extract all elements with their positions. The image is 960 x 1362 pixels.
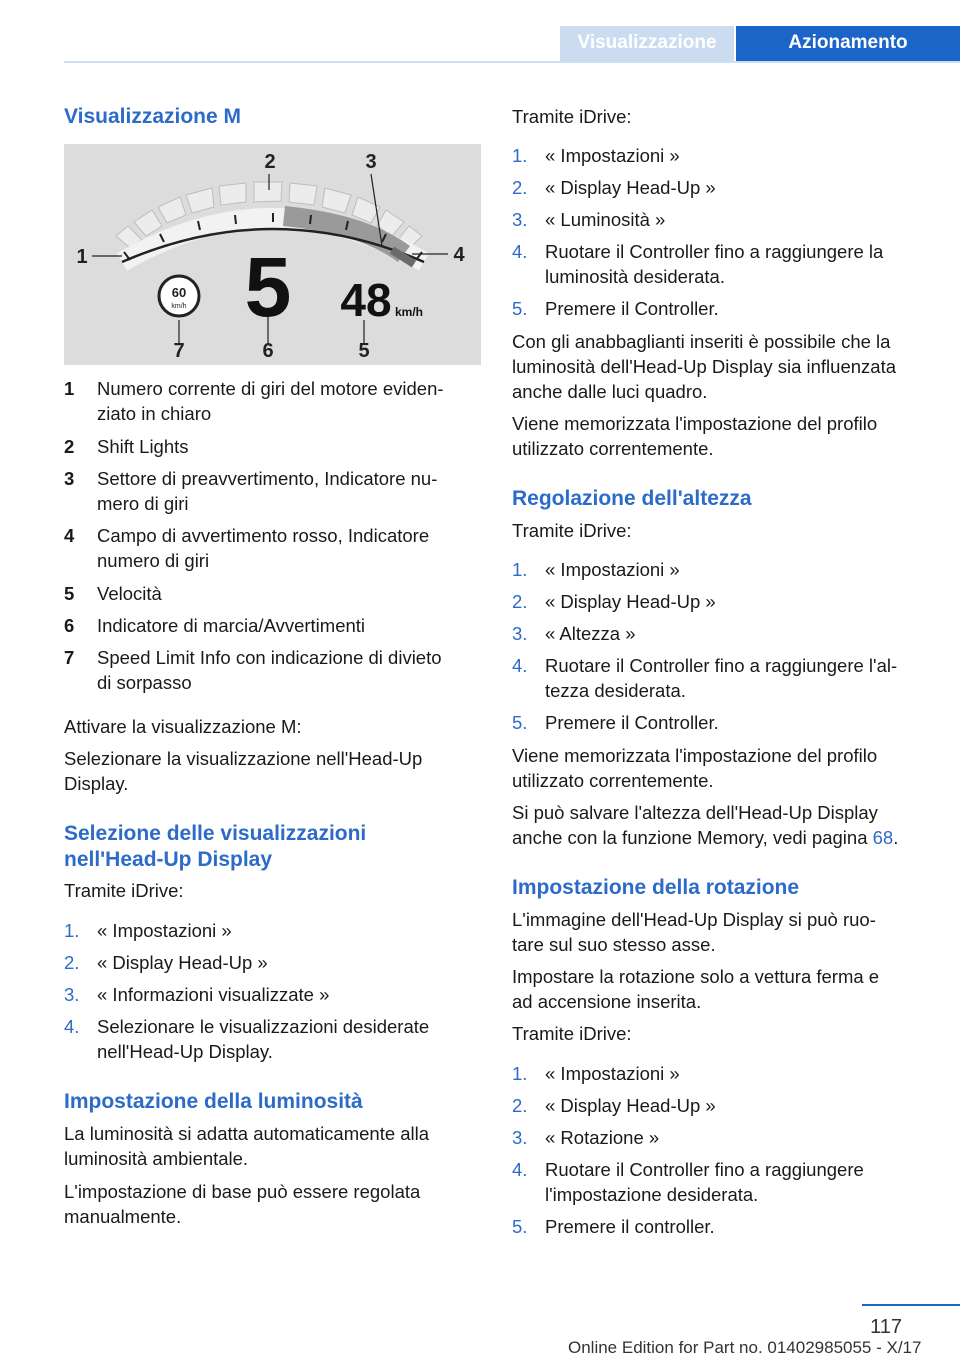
rotation-intro: Tramite iDrive: [512, 1023, 632, 1044]
section-heading-rotazione: Impostazione della rotazione [512, 876, 800, 899]
activate-text: Attivare la visualizzazione M: [64, 716, 302, 737]
height-profile-note: Viene memorizzata l'impostazione del profilo utilizzato correntemente. [512, 745, 878, 791]
luminosity-text: La luminosità si adatta automaticamente alla luminosità ambientale. [64, 1123, 430, 1169]
callout-7: 7 [173, 340, 185, 362]
section-heading-visualizzazione-m: Visualizzazione M [64, 105, 241, 128]
edition-footer: Online Edition for Part no. 01402985055 - X/17 [568, 1338, 922, 1357]
callout-6: 6 [262, 340, 274, 362]
hud-illustration [64, 144, 481, 365]
header-rule [64, 61, 960, 63]
profile-note: Viene memorizzata l'impostazione del profilo utilizzato correntemente. [512, 413, 878, 459]
figure-speed-unit: km/h [394, 305, 424, 319]
callout-1: 1 [76, 246, 88, 268]
section-heading-luminosita: Impostazione della luminosità [64, 1090, 363, 1113]
height-intro: Tramite iDrive: [512, 520, 632, 541]
page-link[interactable]: 68 [872, 827, 894, 848]
header-tab-section: Visualizzazione [560, 26, 734, 62]
section-heading-altezza: Regolazione dell'altezza [512, 487, 752, 510]
rotation-text: L'immagine dell'Head-Up Display si può ruo- tare sul suo stesso asse. [512, 909, 876, 955]
figure-limit-value: 60 [171, 285, 187, 300]
hud-diagram [64, 144, 481, 365]
selection-intro: Tramite iDrive: [64, 880, 184, 901]
figure-limit-unit: km/h [171, 303, 187, 310]
height-memory-note: Si può salvare l'altezza dell'Head-Up Display anche con la funzione Memory, vedi pagina 68. [512, 802, 899, 848]
rotation-warning: Impostare la rotazione solo a vettura ferma e ad accensione inserita. [512, 966, 880, 1012]
callout-4: 4 [453, 244, 465, 266]
callout-3: 3 [365, 151, 377, 173]
luminosity-intro: Tramite iDrive: [512, 106, 632, 127]
activate-instruction: Selezionare la visualizzazione nell'Head-Up Display. [64, 748, 423, 794]
section-heading-selezione: Selezione delle visualizzazioni nell'Head-Up Display [64, 822, 367, 871]
footer-rule [862, 1304, 960, 1306]
callout-5: 5 [358, 340, 370, 362]
luminosity-base-text: L'impostazione di base può essere regolata manualmente. [64, 1181, 421, 1227]
figure-gear: 5 [244, 240, 292, 334]
figure-speed: 48 [340, 274, 392, 326]
callout-2: 2 [264, 151, 276, 173]
page-number: 117 [870, 1316, 902, 1338]
high-beam-note: Con gli anabbaglianti inseriti è possibile che la luminosità dell'Head-Up Display sia influenzata anche dalle luci quadro. [512, 331, 897, 402]
header-tab-chapter: Azionamento [736, 26, 960, 62]
